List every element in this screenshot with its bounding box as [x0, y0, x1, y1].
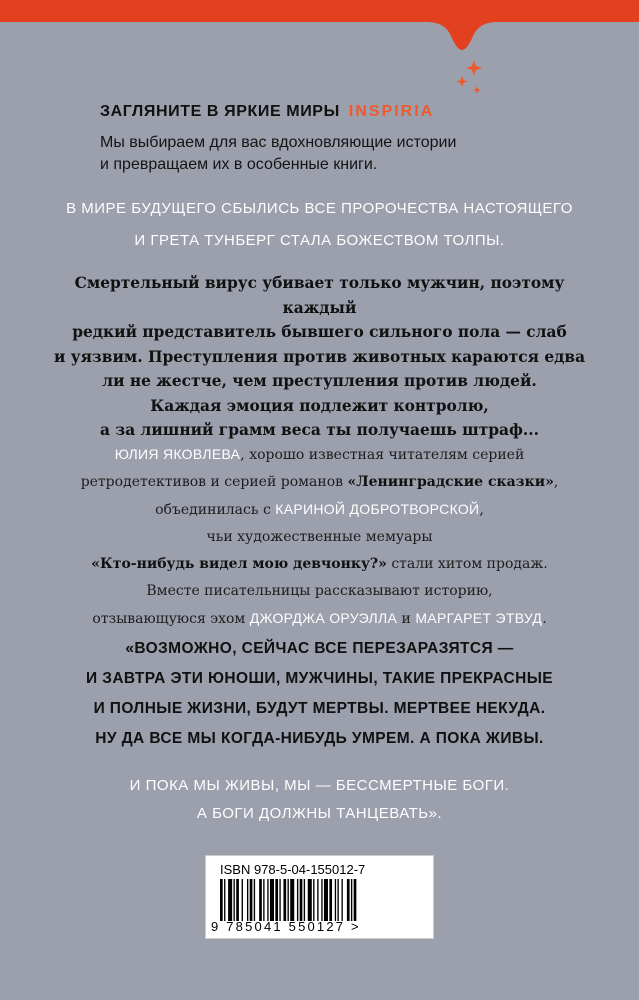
barcode-bar	[279, 879, 280, 921]
top-color-bar	[0, 0, 639, 22]
authors-fragment: .	[542, 611, 547, 627]
barcode-bar	[228, 879, 232, 921]
authors-fragment: ,	[553, 474, 559, 490]
barcode-bar	[347, 879, 350, 921]
synopsis-line: а за лишний грамм веса ты получаешь штраф...	[100, 421, 539, 439]
quote-line: И ПОЛНЫЕ ЖИЗНИ, БУДУТ МЕРТВЫ. МЕРТВЕЕ НЕКУДА.	[93, 700, 546, 717]
reference-author: ДЖОРДЖА ОРУЭЛЛА	[249, 610, 398, 626]
intro-line: и превращаем их в особенные книги.	[100, 156, 378, 173]
barcode-bar	[337, 879, 338, 921]
bookmark-tab	[427, 22, 497, 50]
synopsis-line: Смертельный вирус убивает только мужчин, поэтому каждый	[74, 274, 565, 317]
teaser-line: В МИРЕ БУДУЩЕГО СБЫЛИСЬ ВСЕ ПРОРОЧЕСТВА НАСТОЯЩЕГО	[66, 200, 573, 217]
book-title: «Кто-нибудь видел мою девчонку?»	[91, 556, 387, 572]
barcode-bar	[308, 879, 312, 921]
intro-line: Мы выбираем для вас вдохновляющие истории	[100, 134, 457, 151]
barcode-bars	[220, 879, 419, 921]
barcode-bar	[317, 879, 318, 921]
synopsis-line: Каждая эмоция подлежит контролю,	[150, 396, 489, 415]
closing-line: А БОГИ ДОЛЖНЫ ТАНЦЕВАТЬ».	[196, 805, 443, 822]
closing-text	[40, 772, 599, 828]
teaser-text	[40, 193, 599, 257]
barcode-bar	[220, 879, 223, 921]
author-name: ЮЛИЯ ЯКОВЛЕВА	[114, 446, 241, 462]
authors-fragment: чьи художественные мемуары	[206, 529, 433, 545]
intro-text	[100, 132, 560, 176]
barcode-bar	[351, 879, 352, 921]
sparkle-icon	[452, 58, 492, 100]
series-header	[100, 103, 540, 121]
quote-text	[40, 634, 599, 754]
authors-fragment: объединилась с	[155, 502, 276, 518]
authors-fragment: ретродетективов и серией романов	[80, 474, 348, 490]
author-name: КАРИНОЙ ДОБРОТВОРСКОЙ	[275, 501, 480, 517]
authors-fragment: , хорошо известная читателям серией	[240, 447, 525, 463]
header-title: ЗАГЛЯНИТЕ В ЯРКИЕ МИРЫ	[100, 103, 340, 120]
barcode-box	[205, 855, 434, 939]
barcode-bar	[247, 879, 248, 921]
barcode-bar	[254, 879, 255, 921]
authors-fragment: Вместе писательницы рассказывают историю,	[146, 583, 493, 599]
quote-line: НУ ДА ВСЕ МЫ КОГДА-НИБУДЬ УМРЕМ. А ПОКА ЖИВЫ.	[95, 730, 544, 747]
barcode-bar	[270, 879, 274, 921]
authors-fragment: и	[397, 611, 416, 627]
barcode-bar	[342, 879, 343, 921]
barcode-bar	[354, 879, 357, 921]
series-title: «Ленинградские сказки»	[347, 474, 554, 490]
quote-line: «ВОЗМОЖНО, СЕЙЧАС ВСЕ ПЕРЕЗАРАЗЯТСЯ —	[125, 640, 514, 657]
synopsis-text	[40, 271, 599, 443]
synopsis-line: редкий представитель бывшего сильного пола — слаб	[72, 323, 567, 341]
isbn-label: ISBN 978-5-04-155012-7	[220, 862, 366, 877]
authors-fragment: стали хитом продаж.	[386, 556, 548, 572]
barcode-bar	[234, 879, 235, 921]
barcode-bar	[335, 879, 336, 921]
barcode-bar	[313, 879, 314, 921]
barcode-bar	[224, 879, 225, 921]
barcode-bar	[275, 879, 278, 921]
authors-text	[40, 441, 599, 633]
barcode-bar	[288, 879, 289, 921]
barcode-bar	[304, 879, 305, 921]
teaser-line: И ГРЕТА ТУНБЕРГ СТАЛА БОЖЕСТВОМ ТОЛПЫ.	[134, 232, 505, 249]
barcode-bar	[300, 879, 303, 921]
synopsis-line: ли не жестче, чем преступления против людей.	[102, 372, 537, 390]
quote-line: И ЗАВТРА ЭТИ ЮНОШИ, МУЖЧИНЫ, ТАКИЕ ПРЕКРАСНЫЕ	[85, 670, 554, 687]
barcode-bar	[267, 879, 268, 921]
barcode-bar	[236, 879, 239, 921]
barcode-bar	[263, 879, 264, 921]
barcode-bar	[250, 879, 253, 921]
barcode-bar	[242, 879, 243, 921]
authors-fragment: ,	[479, 502, 484, 518]
brand-logo: INSPIRIA	[348, 103, 435, 120]
barcode-bar	[259, 879, 262, 921]
closing-line: И ПОКА МЫ ЖИВЫ, МЫ — БЕССМЕРТНЫЕ БОГИ.	[129, 777, 510, 794]
barcode-digits: 9 785041 550127 >	[211, 919, 361, 934]
barcode-bar	[324, 879, 328, 921]
synopsis-line: и уязвим. Преступления против животных караются едва	[53, 347, 586, 366]
reference-author: МАРГАРЕТ ЭТВУД	[415, 610, 543, 626]
barcode-bar	[283, 879, 286, 921]
authors-fragment: отзывающуюся эхом	[92, 611, 250, 627]
barcode-bar	[321, 879, 322, 921]
barcode-bar	[290, 879, 294, 921]
barcode-bar	[297, 879, 298, 921]
barcode-bar	[329, 879, 332, 921]
